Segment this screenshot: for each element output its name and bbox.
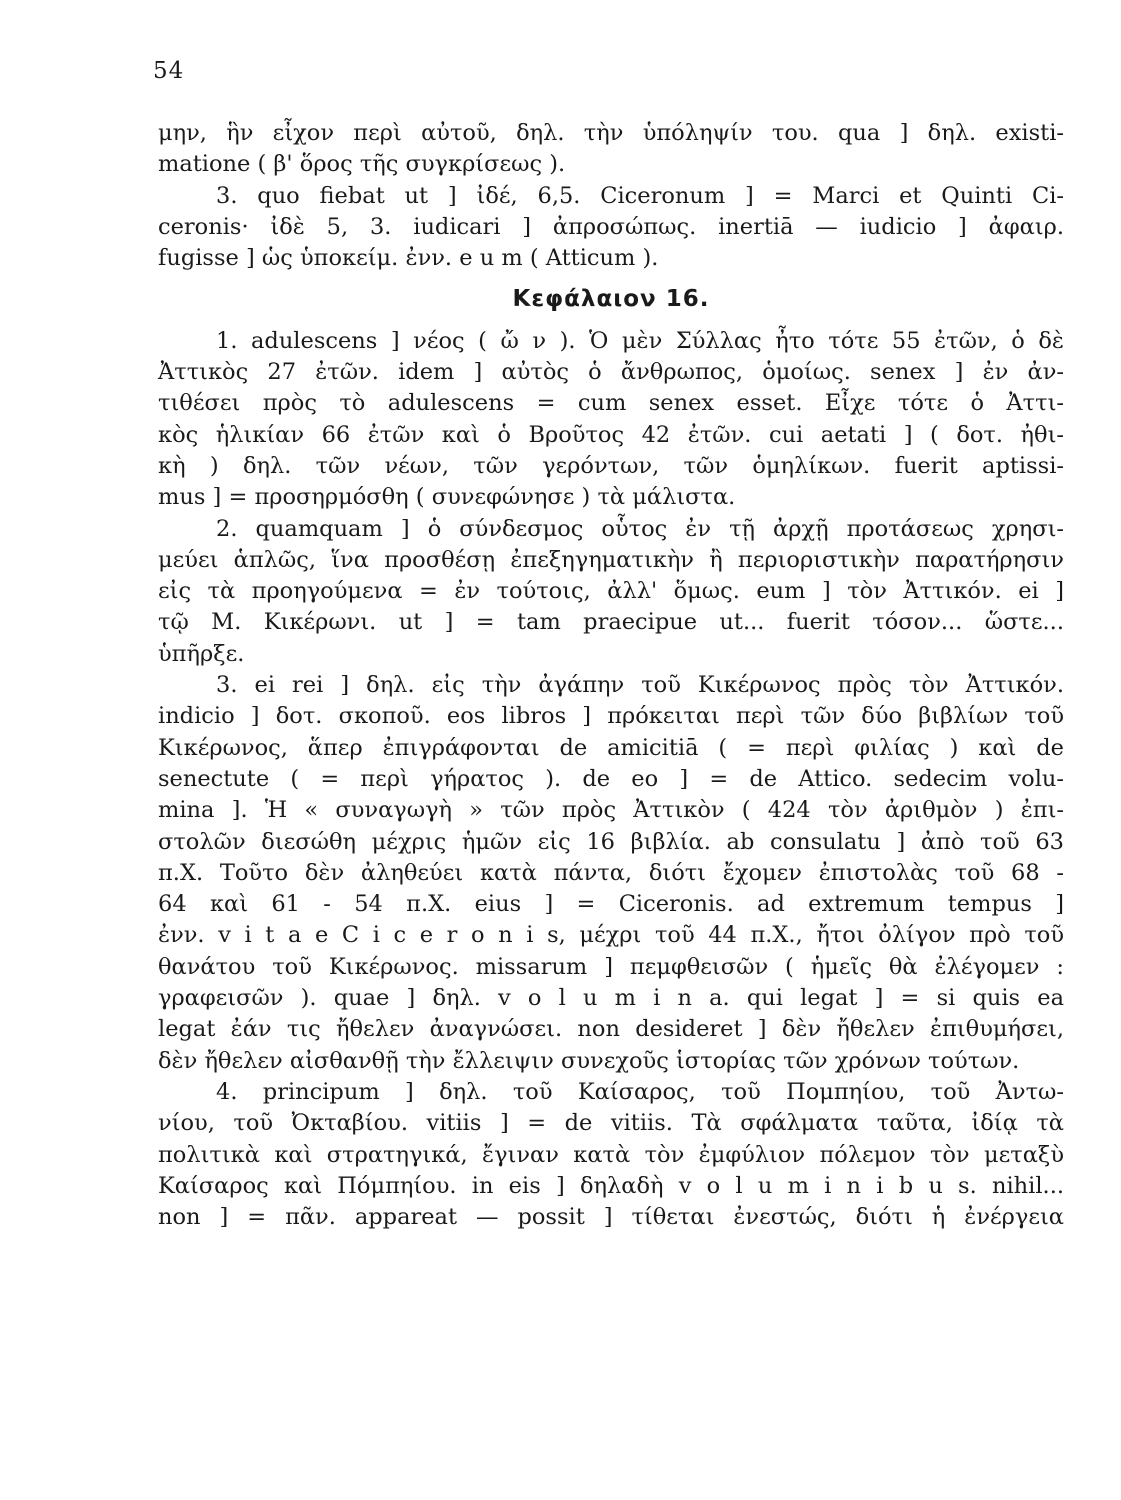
text-line: πολιτικὰ καὶ στρατηγικά, ἔγιναν κατὰ τὸν ἐμφύλιον πόλεμον τὸν μεταξὺ (158, 1141, 1064, 1168)
paragraph (158, 514, 1064, 670)
text-line: 2. quamquam ] ὁ σύνδεσμος οὗτος ἐν τῇ ἀρχῇ προτάσεως χρησι- (216, 515, 1064, 542)
text-line: στολῶν διεσώθη μέχρις ἡμῶν εἰς 16 βιβλία. ab consulatu ] ἀπὸ τοῦ 63 (158, 828, 1064, 855)
text-line: non ] = πᾶν. appareat — possit ] τίθεται ἐνεστώς, διότι ἡ ἐνέργεια (158, 1204, 1064, 1231)
text-line: κὸς ἡλικίαν 66 ἐτῶν καὶ ὁ Βροῦτος 42 ἐτῶν. cui aetati ] ( δοτ. ἠθι- (158, 421, 1064, 448)
text-line: νίου, τοῦ Ὀκταβίου. vitiis ] = de vitiis. Τὰ σφάλματα ταῦτα, ἰδίᾳ τὰ (158, 1110, 1064, 1137)
text-line: matione ( β' ὅρος τῆς συγκρίσεως ). (158, 151, 566, 178)
text-line: π.Χ. Τοῦτο δὲν ἀληθεύει κατὰ πάντα, διότι ἔχομεν ἐπιστολὰς τοῦ 68 - (158, 859, 1064, 886)
text-line: indicio ] δοτ. σκοποῦ. eos libros ] πρόκειται περὶ τῶν δύο βιβλίων τοῦ (158, 703, 1064, 730)
paragraph (158, 1077, 1064, 1233)
page-number: 54 (153, 58, 185, 84)
text-line: 3. ei rei ] δηλ. εἰς τὴν ἀγάπην τοῦ Κικέρωνος πρὸς τὸν Ἀττικόν. (216, 672, 1064, 699)
paragraph (158, 181, 1064, 275)
text-line: 4. principum ] δηλ. τοῦ Καίσαρος, τοῦ Πομπηίου, τοῦ Ἀντω- (216, 1078, 1064, 1105)
text-line: ceronis· ἰδὲ 5, 3. iudicari ] ἀπροσώπως. inertiā — iudicio ] ἀφαιρ. (158, 213, 1064, 240)
text-line: senectute ( = περὶ γήρατος ). de eo ] = de Attico. sedecim volu- (158, 765, 1064, 792)
paragraph (158, 118, 1064, 181)
paragraph (158, 326, 1064, 514)
text-line: Κικέρωνος, ἅπερ ἐπιγράφονται de amicitiā ( = περὶ φιλίας ) καὶ de (158, 734, 1064, 761)
text-line: δὲν ἤθελεν αἰσθανθῇ τὴν ἔλλειψιν συνεχοῦς ἱστορίας τῶν χρόνων τούτων. (158, 1047, 1020, 1074)
text-line: Ἀττικὸς 27 ἐτῶν. idem ] αὐτὸς ὁ ἄνθρωπος, ὁμοίως. senex ] ἐν ἀν- (158, 359, 1064, 386)
text-line: μην, ἣν εἶχον περὶ αὐτοῦ, δηλ. τὴν ὑπόληψίν του. qua ] δηλ. existi- (158, 120, 1064, 146)
text-line: ὑπῆρξε. (158, 640, 245, 667)
chapter-heading: Κεφάλαιον 16. (512, 286, 710, 313)
text-line: Καίσαρος καὶ Πόμπηίου. in eis ] δηλαδὴ v o l u m i n i b u s. nihil... (158, 1172, 1064, 1199)
text-line: κὴ ) δηλ. τῶν νέων, τῶν γερόντων, τῶν ὁμηλίκων. fuerit aptissi- (158, 452, 1064, 479)
text-line: mina ]. Ἡ « συναγωγὴ » τῶν πρὸς Ἀττικὸν ( 424 τὸν ἀριθμὸν ) ἐπι- (158, 797, 1064, 824)
text-line: mus ] = προσηρμόσθη ( συνεφώνησε ) τὰ μάλιστα. (158, 484, 736, 511)
text-line: 3. quo fiebat ut ] ἰδέ, 6,5. Ciceronum ] = Marci et Quinti Ci- (216, 182, 1064, 209)
text-line: τῷ Μ. Κικέρωνι. ut ] = tam praecipue ut... fuerit τόσον... ὥστε... (158, 609, 1064, 636)
text-line: fugisse ] ὡς ὑποκείμ. ἐνν. e u m ( Atticum ). (158, 245, 659, 272)
text-line: τιθέσει πρὸς τὸ adulescens = cum senex esset. Εἶχε τότε ὁ Ἀττι- (158, 390, 1064, 417)
text-line: ἐνν. v i t a e C i c e r o n i s, μέχρι τοῦ 44 π.Χ., ἤτοι ὀλίγον πρὸ τοῦ (158, 922, 1064, 949)
text-line: 1. adulescens ] νέος ( ὤ ν ). Ὁ μὲν Σύλλας ἦτο τότε 55 ἐτῶν, ὁ δὲ (216, 327, 1064, 354)
text-line: εἰς τὰ προηγούμενα = ἐν τούτοις, ἀλλ' ὅμως. eum ] τὸν Ἀττικόν. ei ] (158, 578, 1064, 605)
text-line: μεύει ἁπλῶς, ἵνα προσθέσῃ ἐπεξηγηματικὴν ἢ περιοριστικὴν παρατήρησιν (158, 546, 1064, 573)
text-line: legat ἐάν τις ἤθελεν ἀναγνώσει. non desideret ] δὲν ἤθελεν ἐπιθυμήσει, (158, 1016, 1064, 1043)
text-line: γραφεισῶν ). quae ] δηλ. v o l u m i n a. qui legat ] = si quis ea (158, 985, 1064, 1012)
text-line: 64 καὶ 61 - 54 π.Χ. eius ] = Ciceronis. ad extremum tempus ] (158, 891, 1064, 918)
commentary-text (158, 118, 1064, 1233)
text-line: θανάτου τοῦ Κικέρωνος. missarum ] πεμφθεισῶν ( ἡμεῖς θὰ ἐλέγομεν : (158, 953, 1064, 980)
paragraph (158, 670, 1064, 1077)
